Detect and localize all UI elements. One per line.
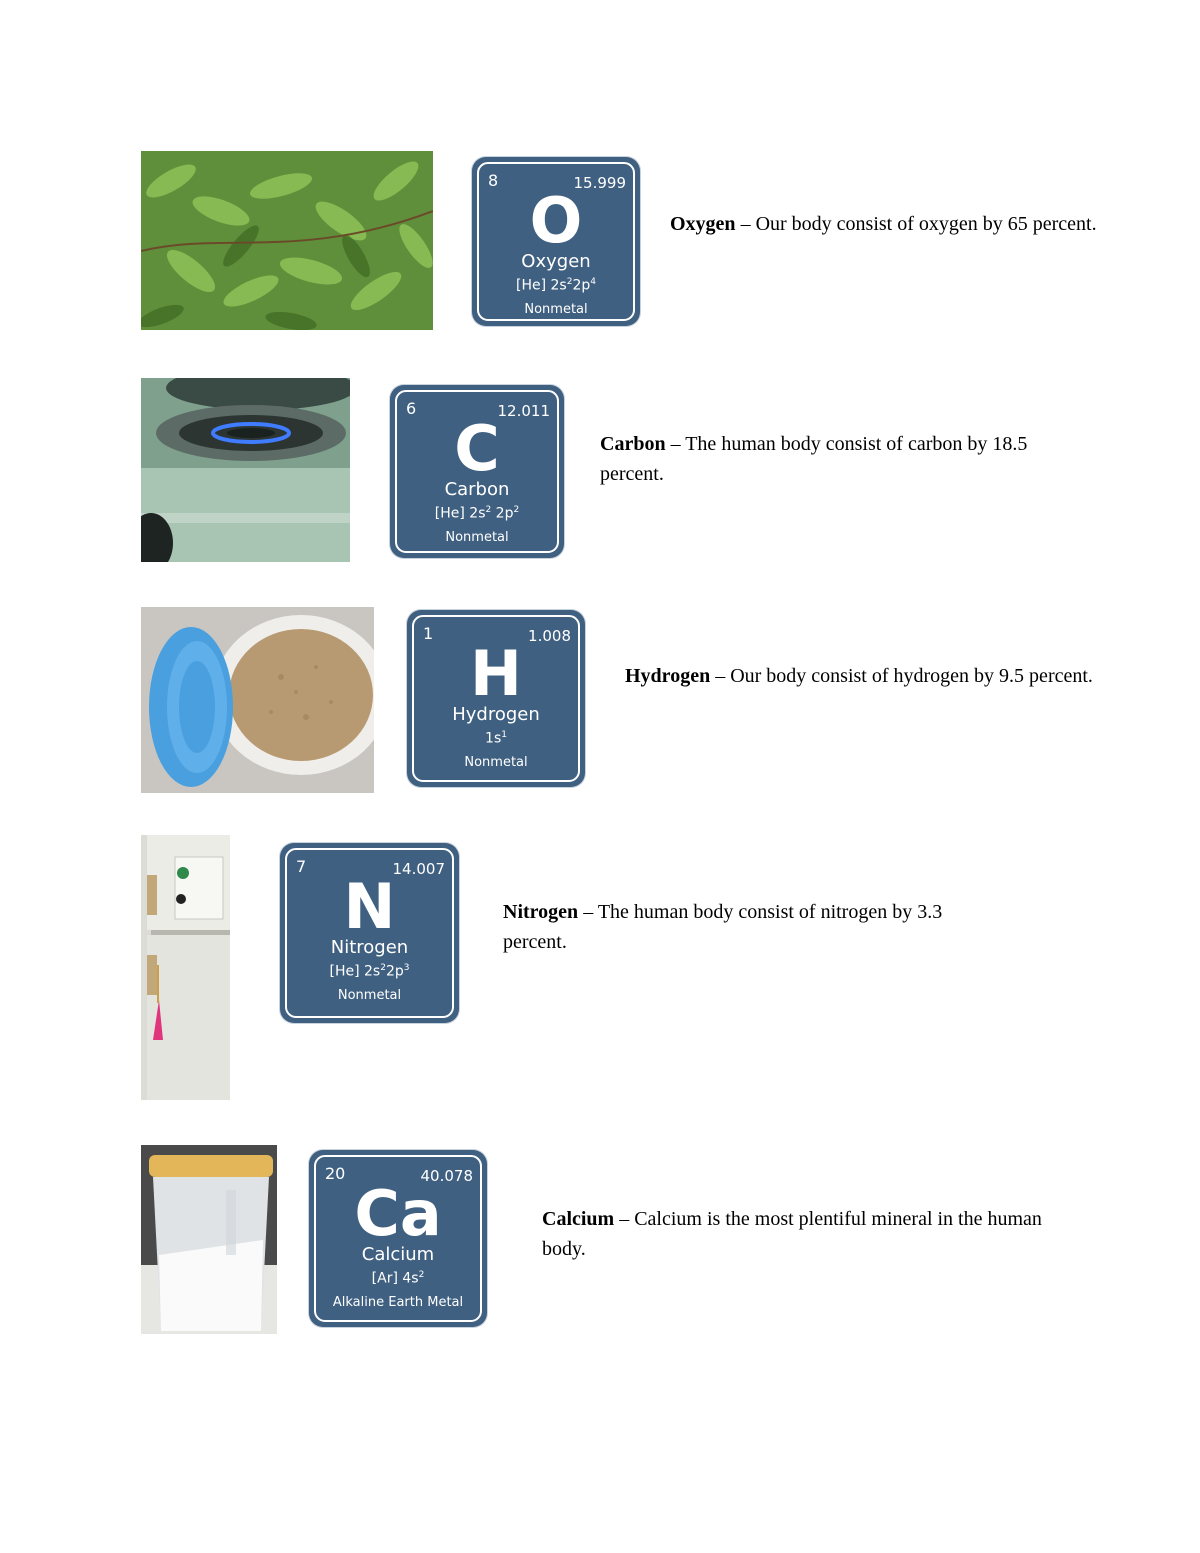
element-description-oxygen: Oxygen – Our body consist of oxygen by 65 percent. — [670, 213, 1097, 235]
element-category: Nonmetal — [337, 988, 402, 1003]
element-tile-carbon — [390, 385, 564, 558]
electron-configuration: [He] $2s^22p^3$ — [329, 963, 410, 980]
element-description-nitrogen: Nitrogen – The human body consist of nitrogen by 3.3 percent. — [503, 901, 943, 953]
element-symbol: N — [343, 870, 396, 943]
element-category: Nonmetal — [464, 755, 528, 770]
atomic-mass: 14.007 — [392, 860, 445, 878]
element-symbol: C — [454, 412, 500, 485]
atomic-number: 7 — [296, 857, 307, 876]
atomic-mass: 15.999 — [573, 174, 626, 192]
refrigerator-photo — [141, 835, 230, 1100]
element-name: Calcium — [361, 1244, 435, 1265]
gas-stove-photo — [141, 378, 350, 562]
electron-configuration: [Ar] $4s^2$ — [371, 1270, 425, 1287]
atomic-mass: 1.008 — [528, 627, 571, 645]
element-name: Carbon — [444, 479, 510, 500]
element-name: Hydrogen — [452, 704, 540, 725]
electron-configuration: [He] $2s^2$ $2p^2$ — [434, 505, 520, 522]
element-description-hydrogen: Hydrogen – Our body consist of hydrogen by 9.5 percent. — [625, 665, 1093, 687]
leaves-photo — [141, 151, 433, 330]
element-tile-oxygen — [472, 157, 640, 326]
element-name: Nitrogen — [330, 937, 409, 958]
element-symbol: Ca — [354, 1177, 442, 1250]
powder-jar-photo — [141, 1145, 277, 1334]
element-description-carbon: Carbon – The human body consist of carbon by 18.5 percent. — [600, 433, 1028, 485]
element-symbol: O — [529, 184, 583, 257]
atomic-number: 8 — [488, 171, 499, 190]
element-name: Oxygen — [521, 251, 591, 272]
element-description-calcium: Calcium – Calcium is the most plentiful mineral in the human body. — [542, 1208, 1042, 1260]
atomic-mass: 12.011 — [497, 402, 550, 420]
element-category: Alkaline Earth Metal — [332, 1295, 464, 1310]
sugar-bowl-photo — [141, 607, 374, 793]
element-category: Nonmetal — [445, 530, 509, 545]
atomic-number: 1 — [423, 624, 434, 643]
atomic-mass: 40.078 — [420, 1167, 473, 1185]
atomic-number: 20 — [325, 1164, 346, 1183]
element-tile-hydrogen — [407, 610, 585, 787]
element-symbol: H — [470, 637, 522, 710]
electron-configuration: $1s^1$ — [485, 730, 507, 747]
electron-configuration: [He] $2s^22p^4$ — [516, 277, 596, 294]
atomic-number: 6 — [406, 399, 417, 418]
element-tile-calcium — [309, 1150, 487, 1327]
element-category: Nonmetal — [524, 302, 588, 317]
element-tile-nitrogen — [280, 843, 459, 1023]
